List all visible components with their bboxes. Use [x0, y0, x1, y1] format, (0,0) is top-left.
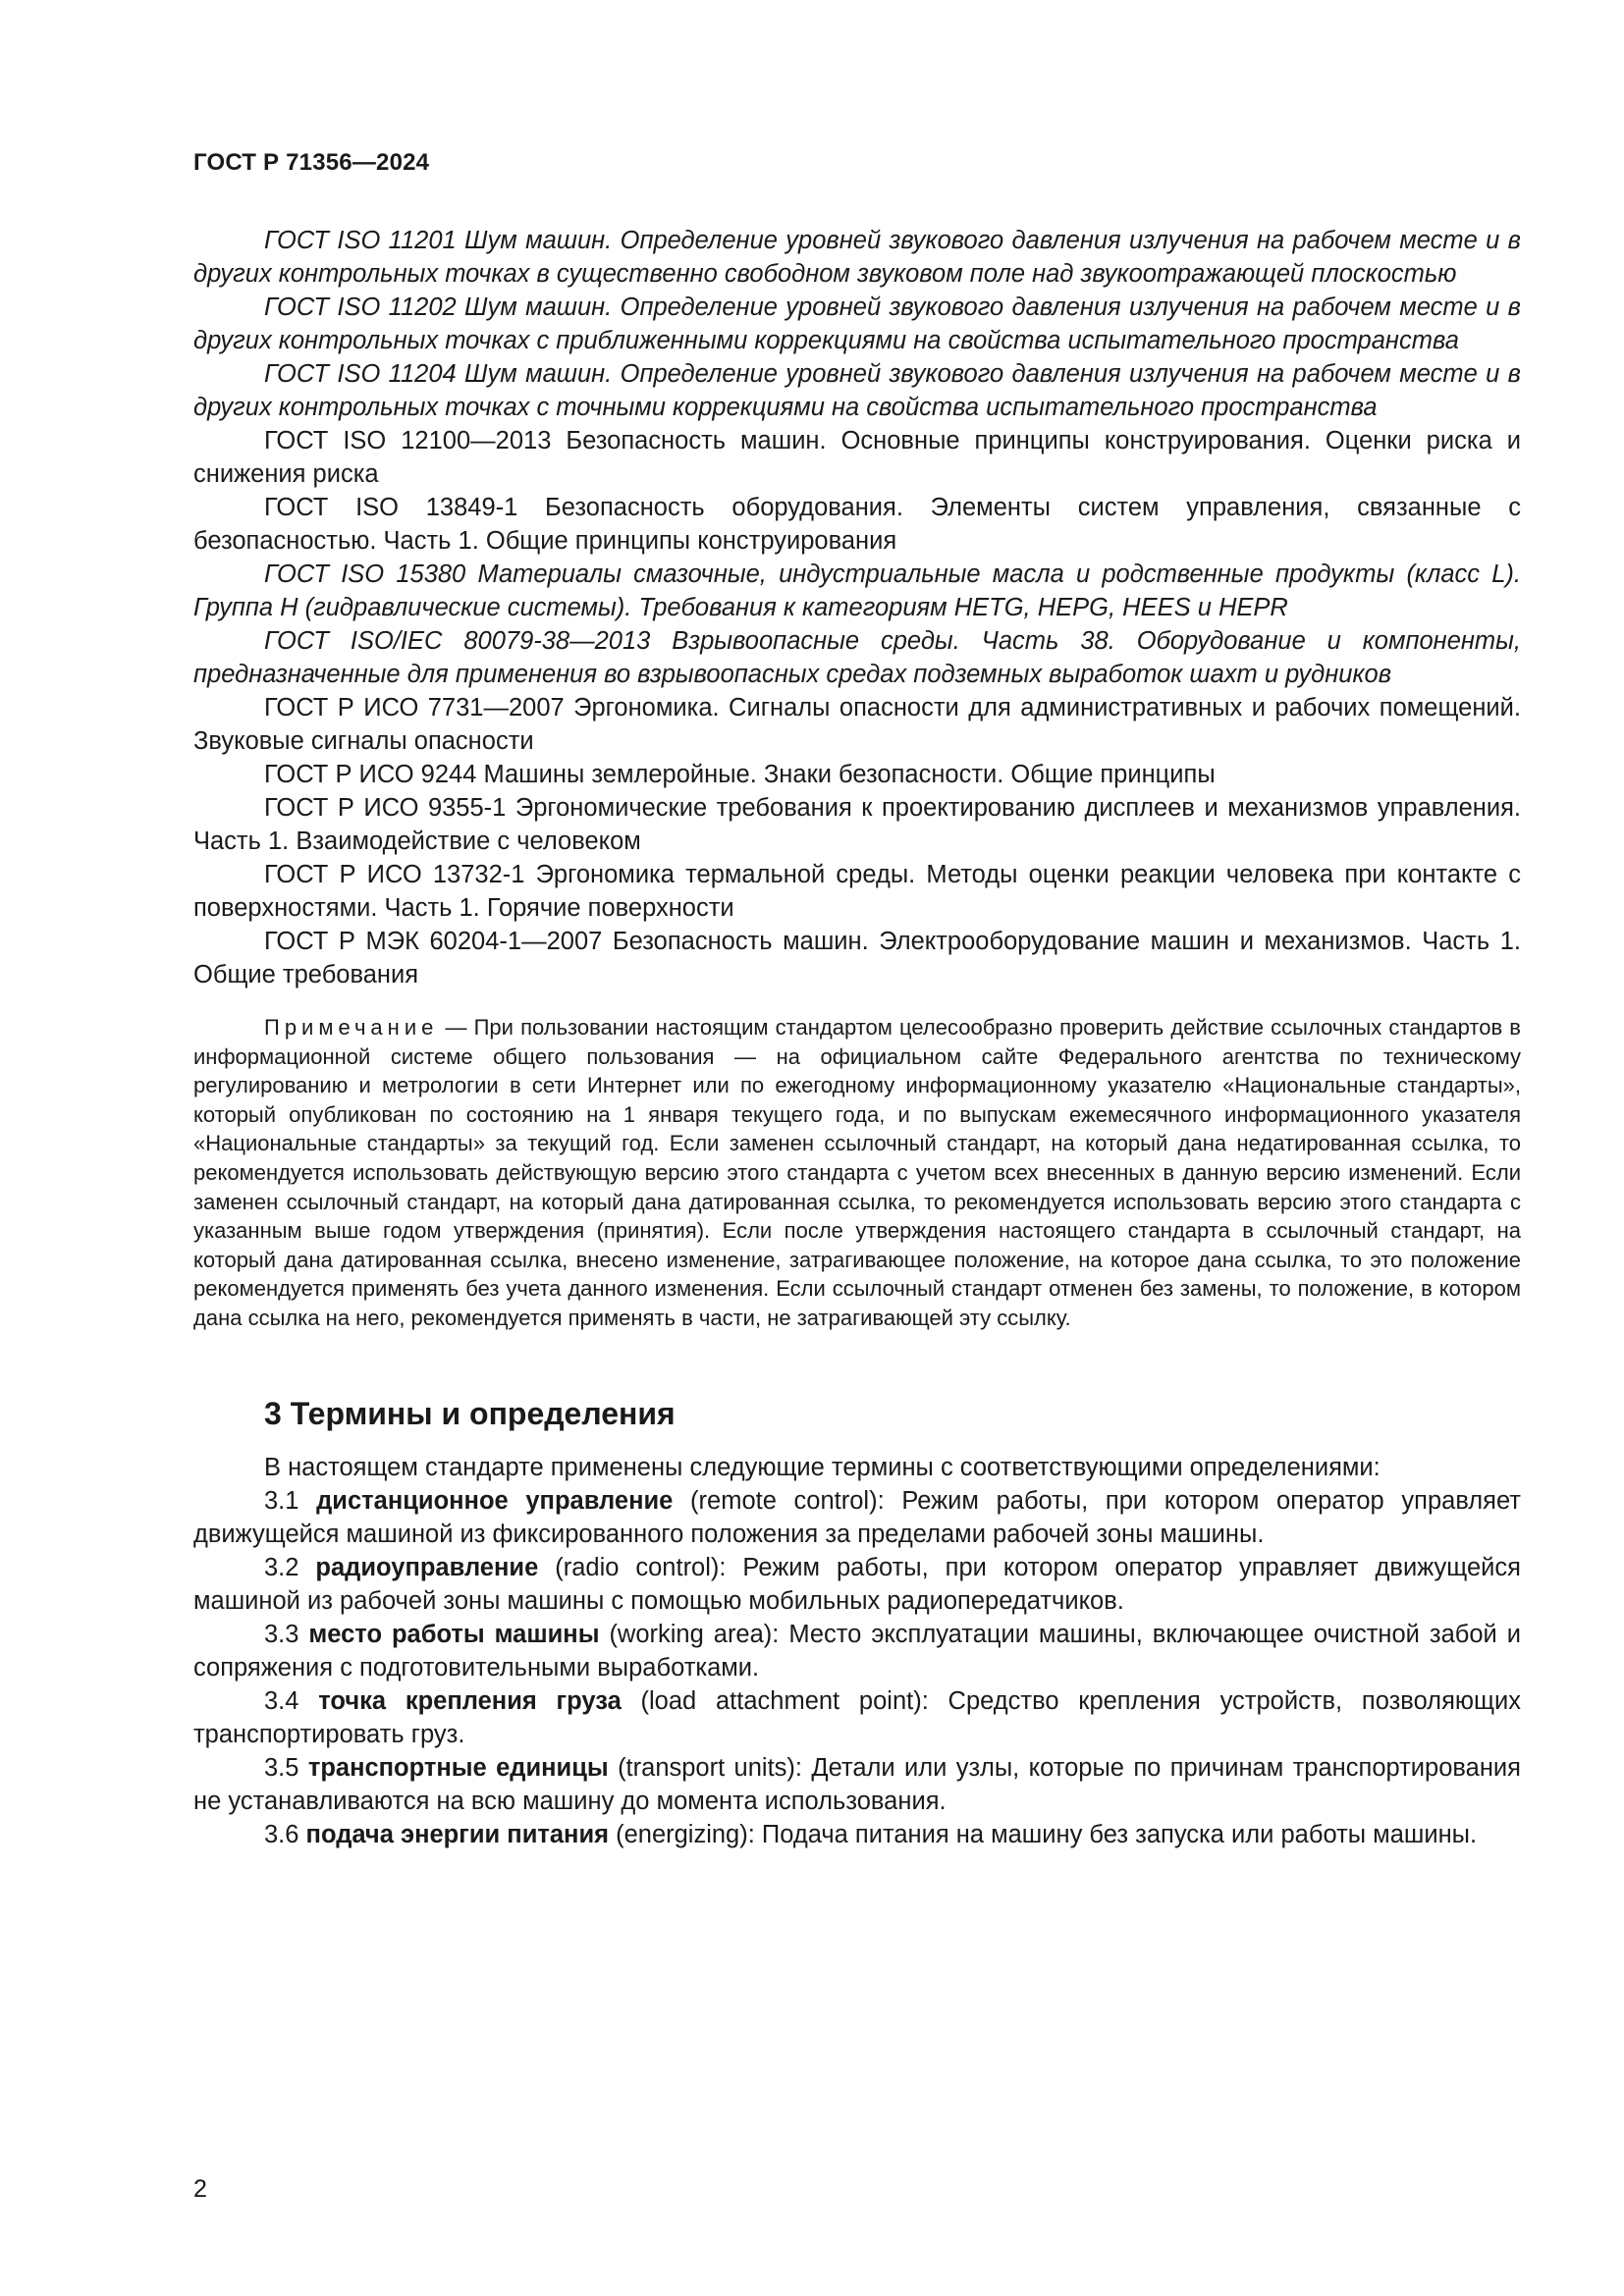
term-definition: (energizing): Подача питания на машину без запуска или работы машины. — [609, 1820, 1478, 1848]
term-number: 3.6 — [264, 1820, 306, 1848]
reference-item: ГОСТ ISO/IEC 80079-38—2013 Взрывоопасные среды. Часть 38. Оборудование и компоненты, предназначенные для применения во взрывоопасных средах подземных выработок шахт и рудников — [193, 627, 1521, 688]
reference-item: ГОСТ Р ИСО 9244 Машины землеройные. Знаки безопасности. Общие принципы — [264, 761, 1216, 788]
term-entry — [193, 1684, 1521, 1751]
term-number: 3.3 — [264, 1620, 309, 1648]
terms-list — [193, 1484, 1521, 1851]
running-header: ГОСТ Р 71356—2024 — [193, 149, 430, 176]
reference-item: ГОСТ ISO 11202 Шум машин. Определение уровней звукового давления излучения на рабочем месте и в других контрольных точках с приближенными коррекциями на свойства испытательного пространства — [193, 294, 1521, 354]
term-number: 3.4 — [264, 1686, 319, 1715]
term-name: дистанционное управление — [316, 1486, 674, 1515]
reference-item: ГОСТ ISO 13849-1 Безопасность оборудования. Элементы систем управления, связанные с безопасностью. Часть 1. Общие принципы конструирования — [193, 494, 1521, 555]
note-paragraph — [193, 1013, 1521, 1333]
reference-item: ГОСТ Р ИСО 13732-1 Эргономика термальной среды. Методы оценки реакции человека при контакте с поверхностями. Часть 1. Горячие поверхности — [193, 861, 1521, 922]
note-text: — При пользовании настоящим стандартом целесообразно проверить действие ссылочных стандартов в информационной системе общего пользования — на официальном сайте Федерального агентства по техническому регулированию и метрологии в сети Интернет или по ежегодному информационному указателю «Национальные стандарты», который опубликован по состоянию на 1 января текущего года, и по выпускам ежемесячного информационного указателя «Национальные стандарты» за текущий год. Если заменен ссылочный стандарт, на который дана недатированная ссылка, то рекомендуется использовать действующую версию этого стандарта с учетом всех внесенных в данную версию изменений. Если заменен ссылочный стандарт, на который дана датированная ссылка, то рекомендуется использовать версию этого стандарта с указанным выше годом утверждения (принятия). Если после утверждения настоящего стандарта в ссылочный стандарт, на который дана датированная ссылка, внесено изменение, затрагивающее положение, на которое дана ссылка, то это положение рекомендуется применять без учета данного изменения. Если ссылочный стандарт отменен без замены, то положение, в котором дана ссылка на него, рекомендуется применять в части, не затрагивающей эту ссылку. — [193, 1015, 1521, 1330]
term-number: 3.1 — [264, 1486, 317, 1515]
term-entry — [193, 1484, 1521, 1551]
page-content — [193, 224, 1521, 1851]
term-entry — [193, 1818, 1521, 1851]
reference-item: ГОСТ Р МЭК 60204-1—2007 Безопасность машин. Электрооборудование машин и механизмов. Часть 1. Общие требования — [193, 928, 1521, 988]
section-intro: В настоящем стандарте применены следующие термины с соответствующими определениями: — [264, 1453, 1380, 1481]
term-name: точка крепления груза — [318, 1686, 622, 1715]
reference-item: ГОСТ ISO 12100—2013 Безопасность машин. Основные принципы конструирования. Оценки риска и снижения риска — [193, 427, 1521, 488]
term-number: 3.5 — [264, 1753, 308, 1782]
section-title: 3 Термины и определения — [264, 1395, 676, 1431]
term-name: место работы машины — [308, 1620, 600, 1648]
reference-item: ГОСТ ISO 15380 Материалы смазочные, индустриальные масла и родственные продукты (класс L). Группа Н (гидравлические системы). Требования к категориям HETG, HEPG, HEES и HEPR — [193, 561, 1521, 621]
term-definition: (working area): Место эксплуатации машины, включающее очистной забой и сопряжения с подготовительными выработками. — [193, 1620, 1521, 1682]
term-number: 3.2 — [264, 1553, 316, 1581]
term-definition: (radio control): Режим работы, при котором оператор управляет движущейся машиной из рабочей зоны машины с помощью мобильных радиопередатчиков. — [193, 1553, 1521, 1615]
reference-item: ГОСТ ISO 11204 Шум машин. Определение уровней звукового давления излучения на рабочем месте и в других контрольных точках с точными коррекциями на свойства испытательного пространства — [193, 360, 1521, 421]
term-definition: (load attachment point): Средство крепления устройств, позволяющих транспортировать груз. — [193, 1686, 1521, 1748]
term-entry — [193, 1551, 1521, 1618]
term-definition: (remote control): Режим работы, при котором оператор управляет движущейся машиной из фиксированного положения за пределами рабочей зоны машины. — [193, 1486, 1521, 1548]
term-definition: (transport units): Детали или узлы, которые по причинам транспортирования не устанавливаются на всю машину до момента использования. — [193, 1753, 1521, 1815]
page-number: 2 — [193, 2175, 207, 2203]
note-label: Примечание — [264, 1015, 439, 1040]
reference-item: ГОСТ ISO 11201 Шум машин. Определение уровней звукового давления излучения на рабочем месте и в других контрольных точках в существенно свободном звуковом поле над звукоотражающей плоскостью — [193, 227, 1521, 288]
term-name: транспортные единицы — [307, 1753, 609, 1782]
reference-item: ГОСТ Р ИСО 7731—2007 Эргономика. Сигналы опасности для административных и рабочих помещений. Звуковые сигналы опасности — [193, 694, 1521, 755]
normative-references-list — [193, 224, 1521, 991]
term-entry — [193, 1618, 1521, 1684]
term-name: радиоуправление — [315, 1553, 539, 1581]
reference-item: ГОСТ Р ИСО 9355-1 Эргономические требования к проектированию дисплеев и механизмов управления. Часть 1. Взаимодействие с человеком — [193, 794, 1521, 855]
term-name: подача энергии питания — [305, 1820, 609, 1848]
term-entry — [193, 1751, 1521, 1818]
